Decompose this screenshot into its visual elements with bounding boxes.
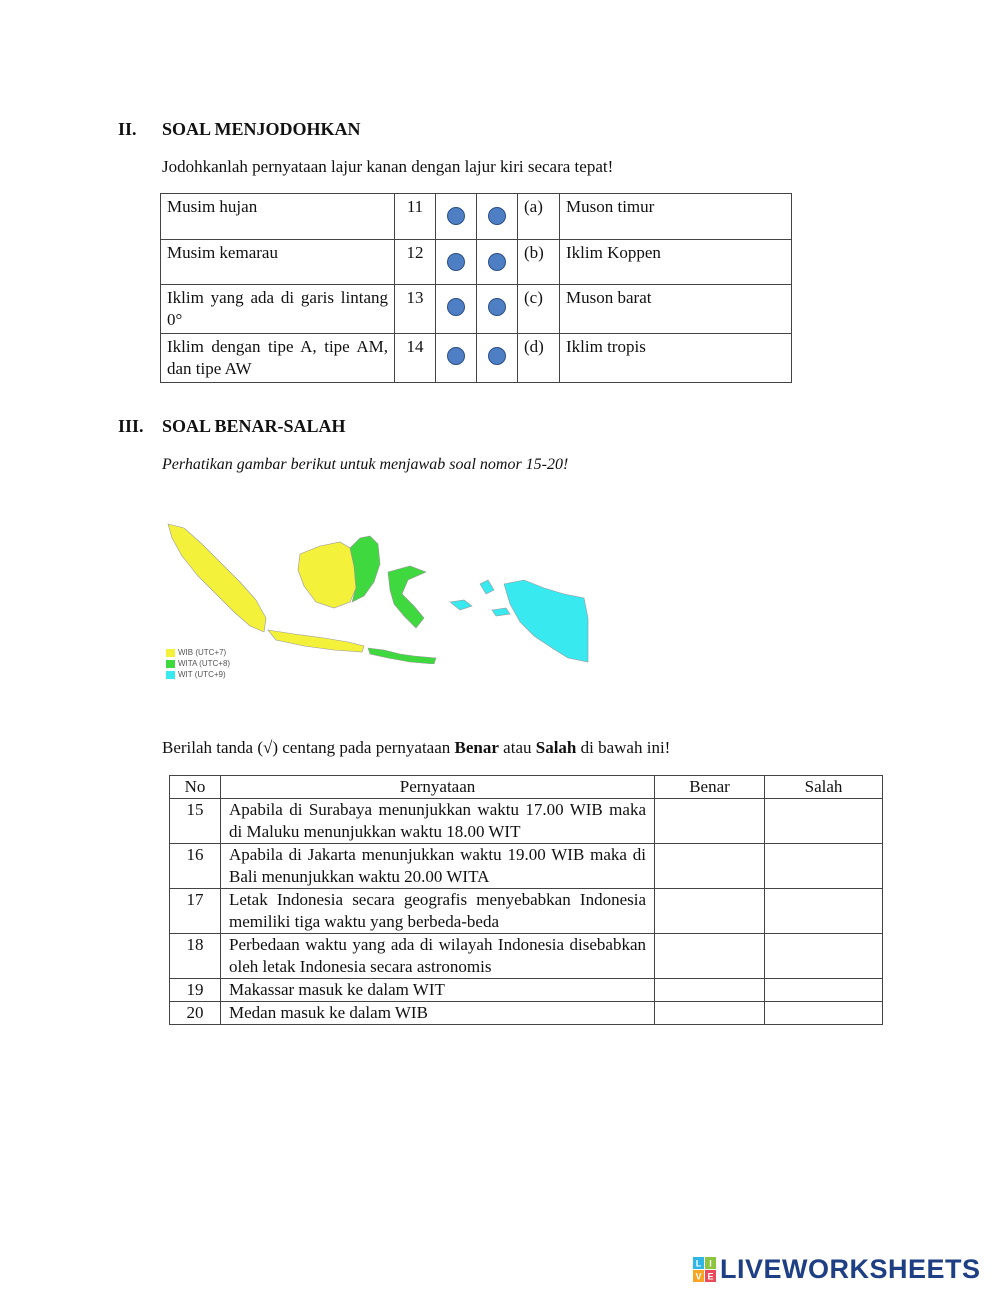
instruction-benar: Benar bbox=[454, 738, 499, 757]
table-header-row bbox=[170, 776, 883, 799]
matching-row bbox=[161, 194, 792, 240]
matching-letter: (c) bbox=[518, 285, 560, 334]
logo-letter-e: E bbox=[707, 1271, 714, 1281]
benar-answer-cell[interactable] bbox=[655, 1002, 765, 1025]
matching-left-dot[interactable] bbox=[447, 347, 465, 365]
row-statement: Perbedaan waktu yang ada di wilayah Indonesia disebabkan oleh letak Indonesia secara astronomis bbox=[221, 934, 655, 979]
matching-number: 14 bbox=[395, 334, 436, 383]
matching-number: 13 bbox=[395, 285, 436, 334]
row-number: 18 bbox=[170, 934, 221, 979]
true-false-instruction bbox=[162, 738, 670, 758]
salah-answer-cell[interactable] bbox=[765, 844, 883, 889]
row-statement: Apabila di Jakarta menunjukkan waktu 19.00 WIB maka di Bali menunjukkan waktu 20.00 WITA bbox=[221, 844, 655, 889]
section-3-number: III. bbox=[118, 416, 144, 436]
section-2-title: SOAL MENJODOHKAN bbox=[162, 119, 361, 139]
legend-label-wit: WIT (UTC+9) bbox=[178, 670, 226, 679]
row-number: 15 bbox=[170, 799, 221, 844]
logo-letter-i: I bbox=[709, 1258, 712, 1268]
legend-label-wib: WIB (UTC+7) bbox=[178, 648, 227, 657]
table-row bbox=[170, 889, 883, 934]
section-3-intro: Perhatikan gambar berikut untuk menjawab soal nomor 15-20! bbox=[162, 456, 569, 473]
table-row bbox=[170, 979, 883, 1002]
map-legend-wib bbox=[166, 648, 226, 657]
matching-row bbox=[161, 334, 792, 383]
map-legend-wit bbox=[166, 670, 226, 679]
matching-table bbox=[160, 193, 792, 383]
salah-answer-cell[interactable] bbox=[765, 934, 883, 979]
matching-left-dot[interactable] bbox=[447, 298, 465, 316]
maluku-region bbox=[450, 580, 510, 616]
liveworksheets-logo bbox=[693, 1254, 981, 1285]
row-number: 16 bbox=[170, 844, 221, 889]
row-statement: Medan masuk ke dalam WIB bbox=[221, 1002, 655, 1025]
logo-text: LIVEWORKSHEETS bbox=[720, 1254, 981, 1284]
matching-row bbox=[161, 240, 792, 285]
java-region bbox=[268, 630, 364, 652]
instruction-mid: atau bbox=[498, 738, 536, 757]
row-number: 17 bbox=[170, 889, 221, 934]
true-false-table bbox=[169, 775, 883, 1025]
legend-label-wita: WITA (UTC+8) bbox=[178, 659, 231, 668]
salah-answer-cell[interactable] bbox=[765, 799, 883, 844]
legend-swatch-wita bbox=[166, 660, 175, 668]
table-row bbox=[170, 1002, 883, 1025]
logo-letter-l: L bbox=[695, 1258, 702, 1268]
row-statement: Apabila di Surabaya menunjukkan waktu 17.00 WIB maka di Maluku menunjukkan waktu 18.00 WIT bbox=[221, 799, 655, 844]
matching-right-dot[interactable] bbox=[488, 253, 506, 271]
papua-region bbox=[504, 580, 588, 662]
matching-left-item: Musim kemarau bbox=[161, 240, 395, 285]
header-benar: Benar bbox=[655, 776, 765, 799]
row-number: 19 bbox=[170, 979, 221, 1002]
matching-right-dot[interactable] bbox=[488, 207, 506, 225]
row-number: 20 bbox=[170, 1002, 221, 1025]
matching-right-item: Muson barat bbox=[560, 285, 792, 334]
matching-letter: (a) bbox=[518, 194, 560, 240]
header-salah: Salah bbox=[765, 776, 883, 799]
salah-answer-cell[interactable] bbox=[765, 1002, 883, 1025]
matching-number: 12 bbox=[395, 240, 436, 285]
matching-number: 11 bbox=[395, 194, 436, 240]
benar-answer-cell[interactable] bbox=[655, 934, 765, 979]
legend-swatch-wit bbox=[166, 671, 175, 679]
section-2-number: II. bbox=[118, 119, 137, 139]
matching-left-item: Musim hujan bbox=[161, 194, 395, 240]
matching-right-item: Muson timur bbox=[560, 194, 792, 240]
sumatra-region bbox=[168, 524, 266, 632]
table-row bbox=[170, 844, 883, 889]
indonesia-timezone-map bbox=[164, 518, 590, 664]
legend-swatch-wib bbox=[166, 649, 175, 657]
header-statement: Pernyataan bbox=[221, 776, 655, 799]
matching-letter: (b) bbox=[518, 240, 560, 285]
matching-letter: (d) bbox=[518, 334, 560, 383]
benar-answer-cell[interactable] bbox=[655, 844, 765, 889]
matching-right-dot[interactable] bbox=[488, 298, 506, 316]
nusa-tenggara-region bbox=[368, 648, 436, 664]
benar-answer-cell[interactable] bbox=[655, 979, 765, 1002]
section-2-instruction: Jodohkanlah pernyataan lajur kanan dengan lajur kiri secara tepat! bbox=[162, 157, 614, 176]
matching-left-item: Iklim dengan tipe A, tipe AM, dan tipe AW bbox=[161, 334, 395, 383]
benar-answer-cell[interactable] bbox=[655, 799, 765, 844]
matching-right-item: Iklim tropis bbox=[560, 334, 792, 383]
instruction-salah: Salah bbox=[535, 738, 577, 757]
instruction-suffix: di bawah ini! bbox=[576, 738, 671, 757]
matching-row bbox=[161, 285, 792, 334]
map-legend-wita bbox=[166, 659, 230, 668]
sulawesi-region bbox=[388, 566, 426, 628]
section-3-title: SOAL BENAR-SALAH bbox=[162, 416, 346, 436]
salah-answer-cell[interactable] bbox=[765, 979, 883, 1002]
matching-left-dot[interactable] bbox=[447, 253, 465, 271]
matching-right-item: Iklim Koppen bbox=[560, 240, 792, 285]
table-row bbox=[170, 799, 883, 844]
header-no: No bbox=[170, 776, 221, 799]
logo-letter-v: V bbox=[695, 1271, 702, 1281]
liveworksheets-logo-icon bbox=[693, 1257, 717, 1283]
instruction-prefix: Berilah tanda (√) centang pada pernyataan bbox=[162, 738, 455, 757]
matching-right-dot[interactable] bbox=[488, 347, 506, 365]
matching-left-item: Iklim yang ada di garis lintang 0° bbox=[161, 285, 395, 334]
salah-answer-cell[interactable] bbox=[765, 889, 883, 934]
kalimantan-west-region bbox=[298, 542, 356, 608]
matching-left-dot[interactable] bbox=[447, 207, 465, 225]
table-row bbox=[170, 934, 883, 979]
row-statement: Letak Indonesia secara geografis menyebabkan Indonesia memiliki tiga waktu yang berbeda-beda bbox=[221, 889, 655, 934]
benar-answer-cell[interactable] bbox=[655, 889, 765, 934]
row-statement: Makassar masuk ke dalam WIT bbox=[221, 979, 655, 1002]
